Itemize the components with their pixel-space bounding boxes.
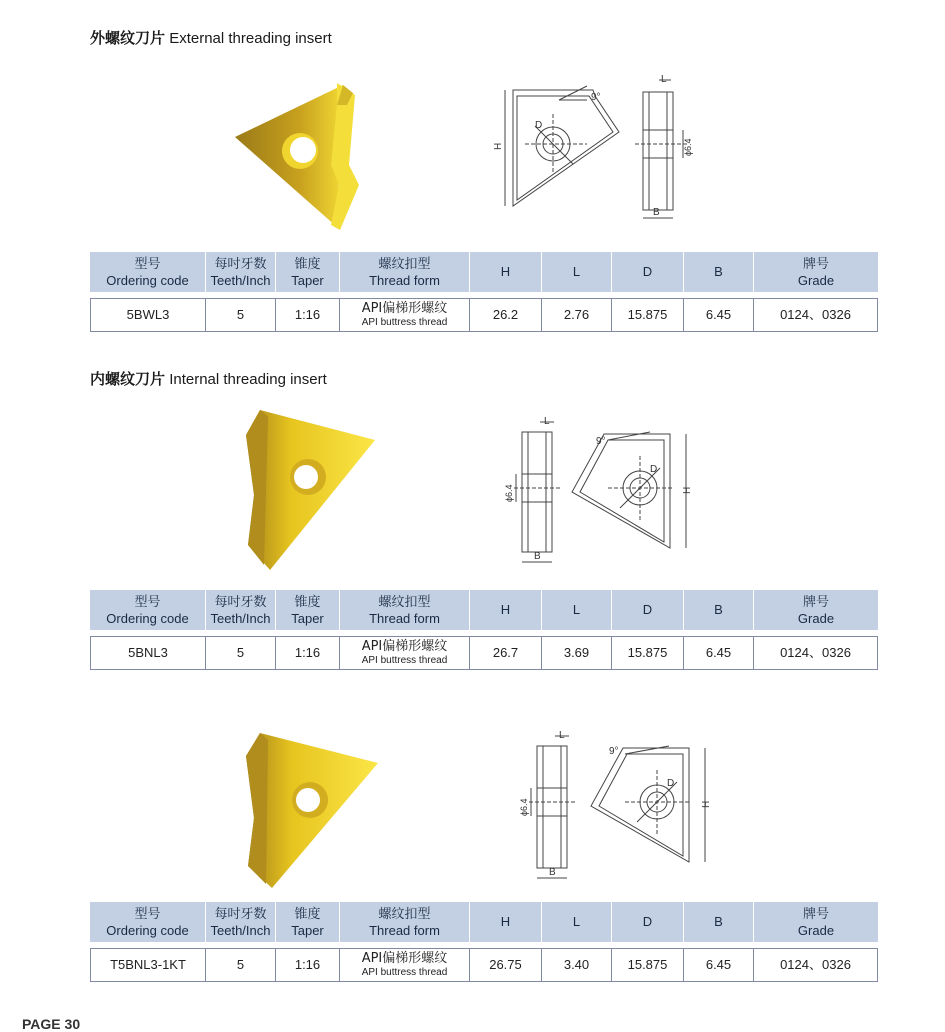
header-code: 型号 Ordering code bbox=[90, 902, 206, 942]
cell-D: 15.875 bbox=[612, 298, 684, 332]
cell-code: 5BWL3 bbox=[90, 298, 206, 332]
header-grade: 牌号 Grade bbox=[754, 590, 878, 630]
header-code: 型号 Ordering code bbox=[90, 590, 206, 630]
table-row bbox=[90, 948, 878, 982]
external-insert-photo bbox=[225, 75, 365, 235]
cell-H: 26.75 bbox=[470, 948, 542, 982]
cell-L: 2.76 bbox=[542, 298, 612, 332]
dim-D: D bbox=[650, 464, 658, 475]
spec-table-external bbox=[90, 252, 878, 332]
header-taper: 锥度 Taper bbox=[276, 252, 340, 292]
table-row bbox=[90, 298, 878, 332]
header-taper: 锥度 Taper bbox=[276, 590, 340, 630]
section-title-internal bbox=[90, 368, 327, 389]
dim-L: L bbox=[661, 74, 667, 85]
dim-angle: 9° bbox=[596, 436, 606, 447]
header-form: 螺纹扣型 Thread form bbox=[340, 252, 470, 292]
cell-grade: 0124、0326 bbox=[754, 298, 878, 332]
header-form: 螺纹扣型 Thread form bbox=[340, 902, 470, 942]
external-insert-drawing bbox=[495, 70, 715, 230]
header-form: 螺纹扣型 Thread form bbox=[340, 590, 470, 630]
header-H: H bbox=[470, 902, 542, 942]
dim-H: H bbox=[493, 142, 504, 150]
cell-B: 6.45 bbox=[684, 298, 754, 332]
header-B: B bbox=[684, 590, 754, 630]
insert-drawing-3 bbox=[515, 728, 715, 888]
cell-form: API偏梯形螺纹 API buttress thread bbox=[340, 298, 470, 332]
internal-insert-drawing bbox=[500, 412, 700, 572]
cell-L: 3.69 bbox=[542, 636, 612, 670]
table-row bbox=[90, 636, 878, 670]
page-number: PAGE 30 bbox=[22, 1016, 81, 1032]
header-taper: 锥度 Taper bbox=[276, 902, 340, 942]
cell-H: 26.2 bbox=[470, 298, 542, 332]
dim-L: L bbox=[559, 730, 565, 741]
dim-B: B bbox=[534, 551, 541, 562]
internal-insert-photo bbox=[240, 405, 385, 575]
header-L: L bbox=[542, 902, 612, 942]
section-title-cn: 内螺纹刀片 bbox=[90, 370, 166, 388]
header-H: H bbox=[470, 590, 542, 630]
section-title-en: External threading insert bbox=[169, 30, 332, 47]
cell-D: 15.875 bbox=[612, 636, 684, 670]
section-title-external bbox=[90, 27, 332, 48]
section-title-en: Internal threading insert bbox=[169, 371, 327, 388]
cell-B: 6.45 bbox=[684, 636, 754, 670]
header-code: 型号 Ordering code bbox=[90, 252, 206, 292]
header-D: D bbox=[612, 252, 684, 292]
cell-form: API偏梯形螺纹 API buttress thread bbox=[340, 948, 470, 982]
dim-D: D bbox=[535, 120, 543, 131]
header-tpi: 每吋牙数 Teeth/Inch bbox=[206, 902, 276, 942]
dim-hole: ϕ6.4 bbox=[504, 484, 514, 502]
cell-taper: 1:16 bbox=[276, 948, 340, 982]
cell-taper: 1:16 bbox=[276, 636, 340, 670]
cell-tpi: 5 bbox=[206, 636, 276, 670]
cell-grade: 0124、0326 bbox=[754, 948, 878, 982]
header-tpi: 每吋牙数 Teeth/Inch bbox=[206, 252, 276, 292]
header-tpi: 每吋牙数 Teeth/Inch bbox=[206, 590, 276, 630]
header-grade: 牌号 Grade bbox=[754, 902, 878, 942]
dim-B: B bbox=[549, 867, 556, 878]
dim-H: H bbox=[682, 486, 693, 494]
header-grade: 牌号 Grade bbox=[754, 252, 878, 292]
dim-hole: ϕ6.4 bbox=[683, 138, 693, 156]
spec-table-3 bbox=[90, 902, 878, 982]
header-B: B bbox=[684, 902, 754, 942]
cell-L: 3.40 bbox=[542, 948, 612, 982]
section-title-cn: 外螺纹刀片 bbox=[90, 29, 166, 47]
header-L: L bbox=[542, 252, 612, 292]
cell-taper: 1:16 bbox=[276, 298, 340, 332]
cell-code: T5BNL3-1KT bbox=[90, 948, 206, 982]
header-H: H bbox=[470, 252, 542, 292]
dim-D: D bbox=[667, 778, 675, 789]
insert-photo-3 bbox=[240, 728, 385, 893]
dim-angle: 9° bbox=[591, 92, 601, 103]
cell-grade: 0124、0326 bbox=[754, 636, 878, 670]
dim-angle: 9° bbox=[609, 746, 619, 757]
header-L: L bbox=[542, 590, 612, 630]
dim-L: L bbox=[544, 416, 550, 427]
dim-hole: ϕ6.4 bbox=[519, 798, 529, 816]
cell-D: 15.875 bbox=[612, 948, 684, 982]
cell-B: 6.45 bbox=[684, 948, 754, 982]
cell-H: 26.7 bbox=[470, 636, 542, 670]
cell-code: 5BNL3 bbox=[90, 636, 206, 670]
cell-tpi: 5 bbox=[206, 298, 276, 332]
header-D: D bbox=[612, 902, 684, 942]
dim-H: H bbox=[701, 800, 712, 808]
cell-tpi: 5 bbox=[206, 948, 276, 982]
header-B: B bbox=[684, 252, 754, 292]
header-D: D bbox=[612, 590, 684, 630]
dim-B: B bbox=[653, 207, 660, 218]
spec-table-internal bbox=[90, 590, 878, 670]
cell-form: API偏梯形螺纹 API buttress thread bbox=[340, 636, 470, 670]
